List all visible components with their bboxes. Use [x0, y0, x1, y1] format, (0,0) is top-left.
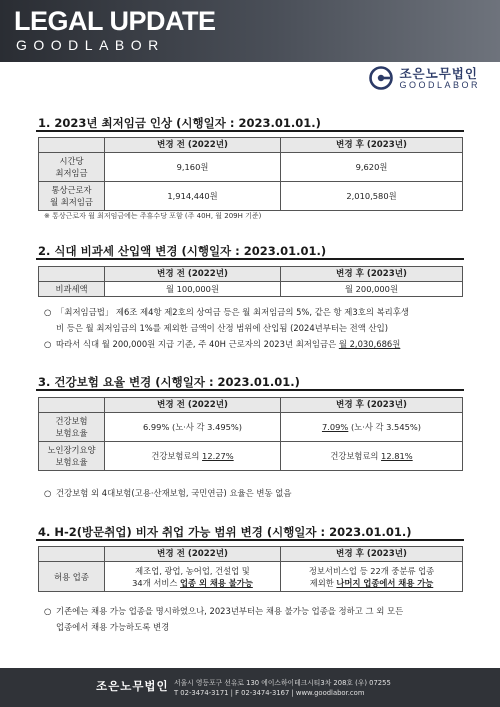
section1-divider	[36, 130, 464, 132]
table-header-after: 변경 후 (2023년)	[281, 398, 463, 413]
table-header-empty	[39, 398, 105, 413]
table-header-before: 변경 전 (2022년)	[105, 138, 281, 153]
value-before: 9,160원	[105, 153, 281, 182]
footer	[0, 668, 500, 707]
section2-paragraph	[44, 304, 466, 352]
table-header-empty	[39, 267, 105, 282]
meal-allowance-table	[38, 266, 463, 297]
value-after: 2,010,580원	[281, 182, 463, 211]
section4-divider	[36, 539, 464, 541]
section3-title: 3. 건강보험 요율 변경 (시행일자 : 2023.01.01.)	[38, 375, 300, 389]
table-row	[39, 562, 463, 592]
table-row	[39, 442, 463, 471]
section4-paragraph	[44, 603, 466, 635]
logo-mark-icon	[369, 66, 393, 90]
health-insurance-table	[38, 397, 463, 471]
table-header-before: 변경 전 (2022년)	[105, 267, 281, 282]
footer-firm-name: 조은노무법인	[96, 679, 169, 693]
section4-title: 4. H-2(방문취업) 비자 취업 가능 범위 변경 (시행일자 : 2023.01.01.)	[38, 525, 412, 539]
value-before: 월 100,000원	[105, 282, 281, 297]
bullet-icon: ○	[44, 307, 52, 317]
newsletter-title: LEGAL UPDATE	[14, 6, 216, 36]
section3-divider	[36, 389, 464, 391]
h2-visa-table	[38, 546, 463, 592]
bullet-icon: ○	[44, 339, 52, 349]
paragraph-text: 따라서 식대 월 200,000원 지급 기준, 주 40H 근로자의 2023년 최저임금은 월 2,030,686원	[56, 339, 401, 349]
value-before: 1,914,440원	[105, 182, 281, 211]
table-header-empty	[39, 547, 105, 562]
table-row	[39, 182, 463, 211]
newsletter-subtitle: GOODLABOR	[16, 37, 165, 53]
table-row	[39, 153, 463, 182]
value-after: 월 200,000원	[281, 282, 463, 297]
value-after: 정보서비스업 등 22개 중분류 업종 제외한 나머지 업종에서 채용 가능	[281, 562, 463, 592]
minimum-wage-table	[38, 137, 463, 211]
paragraph-text: 「최저임금법」 제6조 제4항 제2호의 상여금 등은 월 최저임금의 5%, 같은 항 제3호의 복리후생	[56, 307, 409, 317]
section1-title: 1. 2023년 최저임금 인상 (시행일자 : 2023.01.01.)	[38, 116, 321, 130]
value-after: 건강보험료의 12.81%	[281, 442, 463, 471]
section3-paragraph	[44, 485, 466, 501]
value-before: 6.99% (노·사 각 3.495%)	[105, 413, 281, 442]
table-header-after: 변경 후 (2023년)	[281, 138, 463, 153]
row-label: 건강보험 보험요율	[39, 413, 105, 442]
footer-address: 서울시 영등포구 선유로 130 에이스하이테크시티3차 208호 (우) 07255	[174, 679, 391, 687]
paragraph-text: 기존에는 채용 가능 업종을 명시하였으나, 2023년부터는 채용 불가능 업종을 정하고 그 외 모든	[56, 606, 404, 616]
table-header-before: 변경 전 (2022년)	[105, 547, 281, 562]
row-label: 노인장기요양 보험요율	[39, 442, 105, 471]
value-before: 제조업, 광업, 농어업, 건설업 및 34개 서비스 업종 외 채용 불가능	[105, 562, 281, 592]
section1-note: ※ 통상근로자 월 최저임금에는 주휴수당 포함 (주 40H, 월 209H 기준)	[44, 212, 262, 220]
bullet-icon: ○	[44, 488, 52, 498]
logo-name-en: GOODLABOR	[399, 79, 480, 90]
value-after: 7.09% (노·사 각 3.545%)	[281, 413, 463, 442]
value-after: 9,620원	[281, 153, 463, 182]
row-label: 비과세액	[39, 282, 105, 297]
footer-contact: T 02-3474-3171 | F 02-3474-3167 | www.goodlabor.com	[174, 689, 365, 697]
table-header-empty	[39, 138, 105, 153]
table-header-before: 변경 전 (2022년)	[105, 398, 281, 413]
header-banner	[0, 0, 500, 62]
paragraph-text: 건강보험 외 4대보험(고용·산재보험, 국민연금) 요율은 변동 없음	[56, 488, 292, 498]
paragraph-text: 비 등은 월 최저임금의 1%를 제외한 금액이 산정 범위에 산입됨 (2024년부터는 전액 산입)	[56, 323, 388, 333]
section2-divider	[36, 258, 464, 260]
section2-title: 2. 식대 비과세 산입액 변경 (시행일자 : 2023.01.01.)	[38, 244, 327, 258]
value-before: 건강보험료의 12.27%	[105, 442, 281, 471]
logo-name-ko: 조은노무법인	[399, 65, 478, 81]
row-label: 시간당 최저임금	[39, 153, 105, 182]
table-header-after: 변경 후 (2023년)	[281, 547, 463, 562]
table-header-after: 변경 후 (2023년)	[281, 267, 463, 282]
firm-logo	[369, 66, 480, 90]
table-row	[39, 282, 463, 297]
row-label: 허용 업종	[39, 562, 105, 592]
row-label: 통상근로자 월 최저임금	[39, 182, 105, 211]
paragraph-text: 업종에서 채용 가능하도록 변경	[56, 622, 170, 632]
bullet-icon: ○	[44, 606, 52, 616]
table-row	[39, 413, 463, 442]
